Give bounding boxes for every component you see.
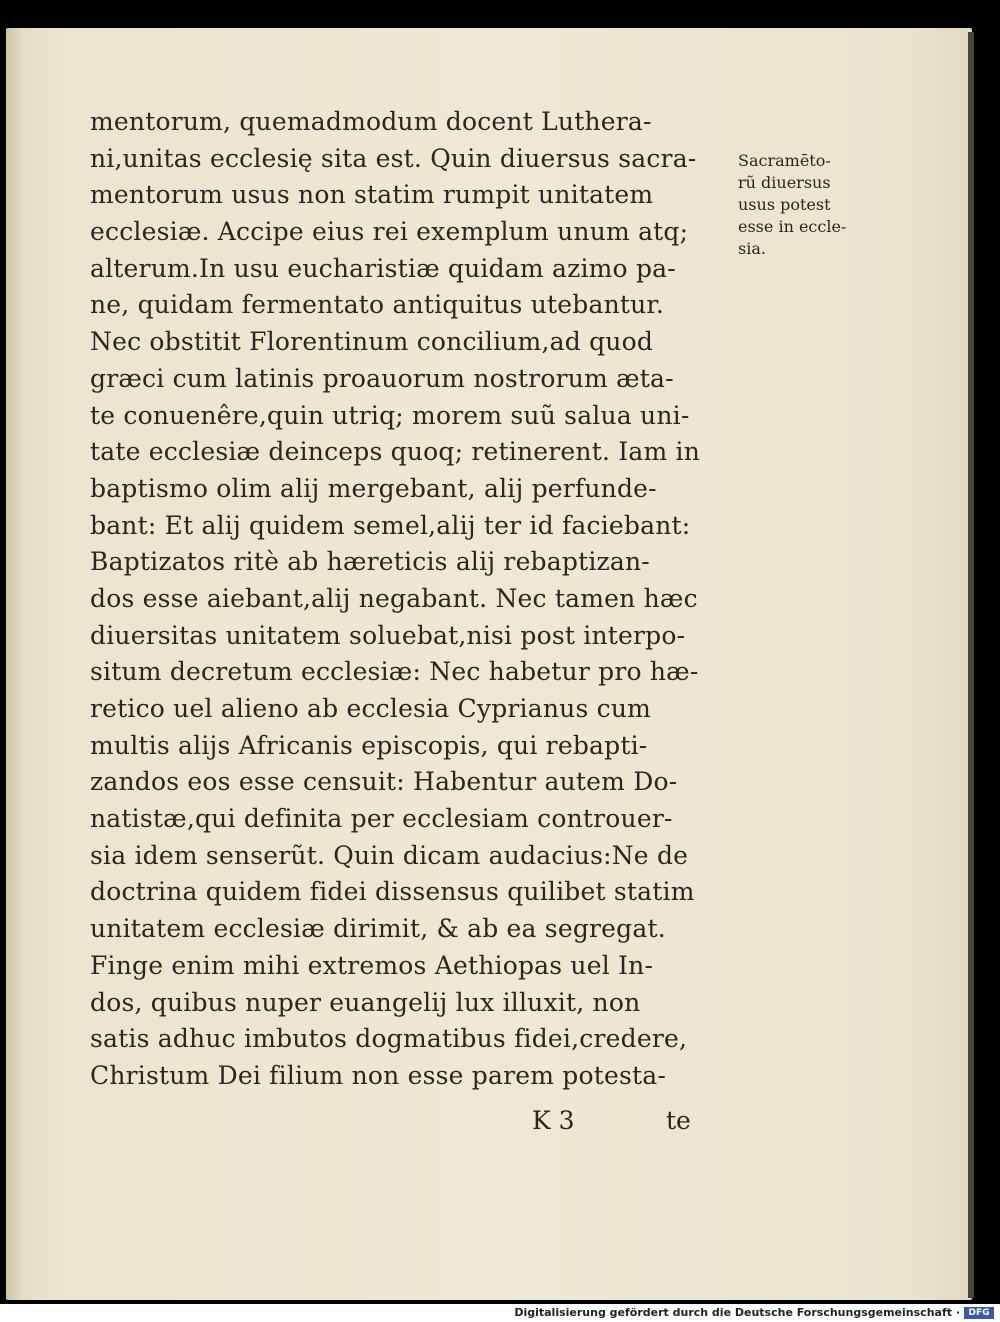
main-text-block	[90, 104, 730, 1095]
page-edge	[968, 32, 974, 1298]
text-line: ecclesiæ. Accipe eius rei exemplum unum atq;	[90, 217, 689, 247]
text-line: situm decretum ecclesiæ: Nec habetur pro hæ-	[90, 657, 699, 687]
text-line: Finge enim mihi extremos Aethiopas uel In-	[90, 950, 654, 980]
signature-line	[532, 1106, 732, 1142]
marginal-note-line: rũ diuersus	[738, 173, 831, 192]
footer-credit: Digitalisierung gefördert durch die Deutsche Forschungsgemeinschaft ·	[514, 1306, 960, 1319]
text-line: mentorum usus non statim rumpit unitatem	[90, 180, 654, 210]
text-line: unitatem ecclesiæ dirimit, & ab ea segregat.	[90, 914, 666, 944]
text-line: baptismo olim alij mergebant, alij perfunde-	[90, 473, 657, 503]
text-line: sia idem senserũt. Quin dicam audacius:Ne de	[90, 840, 689, 870]
text-line: multis alijs Africanis episcopis, qui rebapti-	[90, 730, 648, 760]
text-line: ni,unitas ecclesię sita est. Quin diuersus sacra-	[90, 143, 697, 173]
marginal-note-line: Sacramēto-	[738, 151, 831, 170]
marginal-note-line: usus potest	[738, 195, 831, 214]
text-line: diuersitas unitatem soluebat,nisi post interpo-	[90, 620, 686, 650]
text-line: retico uel alieno ab ecclesia Cyprianus cum	[90, 694, 652, 723]
text-line: te conuenêre,quin utriq; morem suũ salua uni-	[90, 400, 690, 430]
marginal-note	[738, 150, 878, 260]
catchword: te	[666, 1106, 691, 1135]
text-line: græci cum latinis proauorum nostrorum æta-	[90, 363, 674, 393]
text-line: ne, quidam fermentato antiquitus utebantur.	[90, 290, 664, 320]
text-line: tate ecclesiæ deinceps quoq; retinerent. Iam in	[90, 437, 700, 467]
text-line: mentorum, quemadmodum docent Luthera-	[90, 107, 652, 136]
text-line: satis adhuc imbutos dogmatibus fidei,credere,	[90, 1024, 688, 1054]
marginal-note-line: sia.	[738, 239, 766, 258]
text-line: zandos eos esse censuit: Habentur autem Do-	[90, 767, 678, 797]
text-line: Nec obstitit Florentinum concilium,ad quod	[90, 327, 654, 357]
dfg-logo-icon: DFG	[964, 1307, 994, 1319]
text-line: dos, quibus nuper euangelij lux illuxit, non	[90, 987, 641, 1017]
text-line: doctrina quidem fidei dissensus quilibet statim	[90, 877, 695, 907]
text-line: alterum.In usu eucharistiæ quidam azimo pa-	[90, 253, 676, 283]
signature-mark: K 3	[532, 1106, 575, 1135]
text-line: bant: Et alij quidem semel,alij ter id faciebant:	[90, 510, 691, 540]
text-line: Baptizatos ritè ab hæreticis alij rebaptizan-	[90, 547, 650, 577]
text-line: natistæ,qui definita per ecclesiam controuer-	[90, 804, 673, 834]
text-line: dos esse aiebant,alij negabant. Nec tamen hæc	[90, 583, 698, 613]
text-line: Christum Dei filium non esse parem potesta-	[90, 1060, 667, 1090]
marginal-note-line: esse in eccle-	[738, 217, 847, 236]
footer-bar	[0, 1304, 1000, 1322]
